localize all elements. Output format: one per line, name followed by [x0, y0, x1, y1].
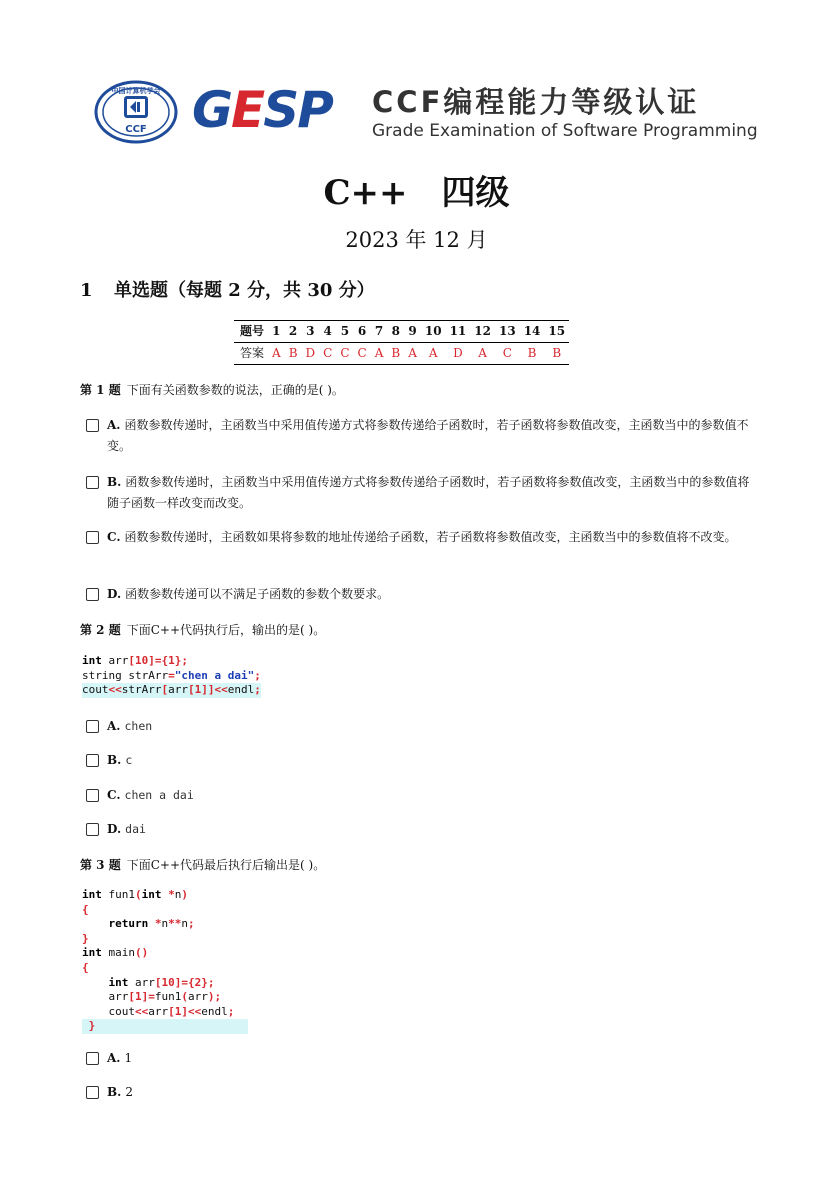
document-title: C++ 四级 [323, 173, 510, 213]
question-3-stem: 第 3 题 下面C++代码最后执行后输出是( )。 [80, 858, 326, 872]
question-number: 15 [544, 321, 569, 343]
ccf-seal-logo [94, 80, 178, 144]
answer-cell: B [552, 346, 562, 360]
question-2-option-c[interactable]: C. chen a dai [86, 785, 751, 806]
question-2-stem: 第 2 题 下面C++代码执行后，输出的是( )。 [80, 623, 326, 637]
answer-cell: A [272, 346, 281, 360]
answer-cell: C [357, 346, 367, 360]
answer-cell: A [374, 346, 384, 360]
question-1-option-c[interactable]: C. 函数参数传递时，主函数如果将参数的地址传递给子函数，若子函数将参数值改变，主函数当中的参数值将不改变。 [86, 527, 751, 548]
answer-cell: C [502, 346, 512, 360]
question-3-code-block: int fun1(int *n) { return *n**n; } int main() { int arr[10]={2}; arr[1]=fun1(arr); cout<<arr[1]<<endl; } [82, 888, 248, 1034]
question-1-option-b[interactable]: B. 函数参数传递时，主函数当中采用值传递方式将参数传递给子函数时，若子函数将参数值改变，主函数当中的参数值将随子函数一样改变而改变。 [86, 472, 751, 514]
question-number: 9 [404, 321, 421, 343]
answer-table-answer-row [234, 343, 569, 365]
answer-cell: B [288, 346, 298, 360]
answer-cell: A [428, 346, 438, 360]
answer-key-table [234, 320, 569, 365]
checkbox-icon[interactable] [86, 823, 99, 836]
question-number: 12 [470, 321, 495, 343]
checkbox-icon[interactable] [86, 419, 99, 432]
document-date: 2023 年 12 月 [345, 228, 488, 252]
seal-text-bottom: CCF [125, 124, 147, 135]
answer-cell: B [527, 346, 537, 360]
question-2-option-b[interactable]: B. c [86, 750, 751, 771]
question-3-option-a[interactable]: A. 1 [86, 1048, 751, 1069]
question-number: 5 [336, 321, 353, 343]
answer-cell: D [453, 346, 463, 360]
answer-cell: C [340, 346, 350, 360]
section-heading: 1 单选题（每题 2 分，共 30 分） [80, 280, 375, 301]
answer-label: 答案 [240, 346, 265, 360]
answer-cell: A [478, 346, 487, 360]
certification-subtitle: Grade Examination of Software Programming [372, 121, 758, 141]
question-number: 11 [446, 321, 471, 343]
answer-cell: C [323, 346, 333, 360]
question-number: 8 [387, 321, 404, 343]
gesp-logo: GESP [192, 81, 332, 139]
answer-table-header-row [234, 321, 569, 343]
checkbox-icon[interactable] [86, 1052, 99, 1065]
question-3-option-b[interactable]: B. 2 [86, 1082, 751, 1103]
question-2-option-a[interactable]: A. chen [86, 716, 751, 737]
checkbox-icon[interactable] [86, 720, 99, 733]
question-1-option-d[interactable]: D. 函数参数传递可以不满足子函数的参数个数要求。 [86, 584, 751, 605]
question-number: 6 [354, 321, 371, 343]
question-number: 13 [495, 321, 520, 343]
seal-text-top: 中国计算机学会 [111, 87, 161, 95]
checkbox-icon[interactable] [86, 1086, 99, 1099]
answer-cell: A [408, 346, 417, 360]
answer-cell: B [391, 346, 401, 360]
question-number: 4 [319, 321, 336, 343]
question-number-label: 题号 [234, 321, 268, 343]
checkbox-icon[interactable] [86, 588, 99, 601]
question-number: 10 [421, 321, 446, 343]
question-number: 3 [302, 321, 320, 343]
question-number: 7 [371, 321, 388, 343]
question-number: 1 [268, 321, 285, 343]
question-number: 2 [285, 321, 302, 343]
question-2-option-d[interactable]: D. dai [86, 819, 751, 840]
checkbox-icon[interactable] [86, 789, 99, 802]
question-2-code-block: int arr[10]={1}; string strArr="chen a dai"; cout<<strArr[arr[1]]<<endl; [82, 654, 261, 697]
question-number: 14 [520, 321, 545, 343]
checkbox-icon[interactable] [86, 754, 99, 767]
question-1-option-a[interactable]: A. 函数参数传递时，主函数当中采用值传递方式将参数传递给子函数时，若子函数将参数值改变，主函数当中的参数值不变。 [86, 415, 751, 457]
answer-cell: D [305, 346, 316, 360]
checkbox-icon[interactable] [86, 531, 99, 544]
certification-title: CCF编程能力等级认证 [372, 85, 700, 119]
checkbox-icon[interactable] [86, 476, 99, 489]
question-1-stem: 第 1 题 下面有关函数参数的说法，正确的是( )。 [80, 383, 344, 397]
